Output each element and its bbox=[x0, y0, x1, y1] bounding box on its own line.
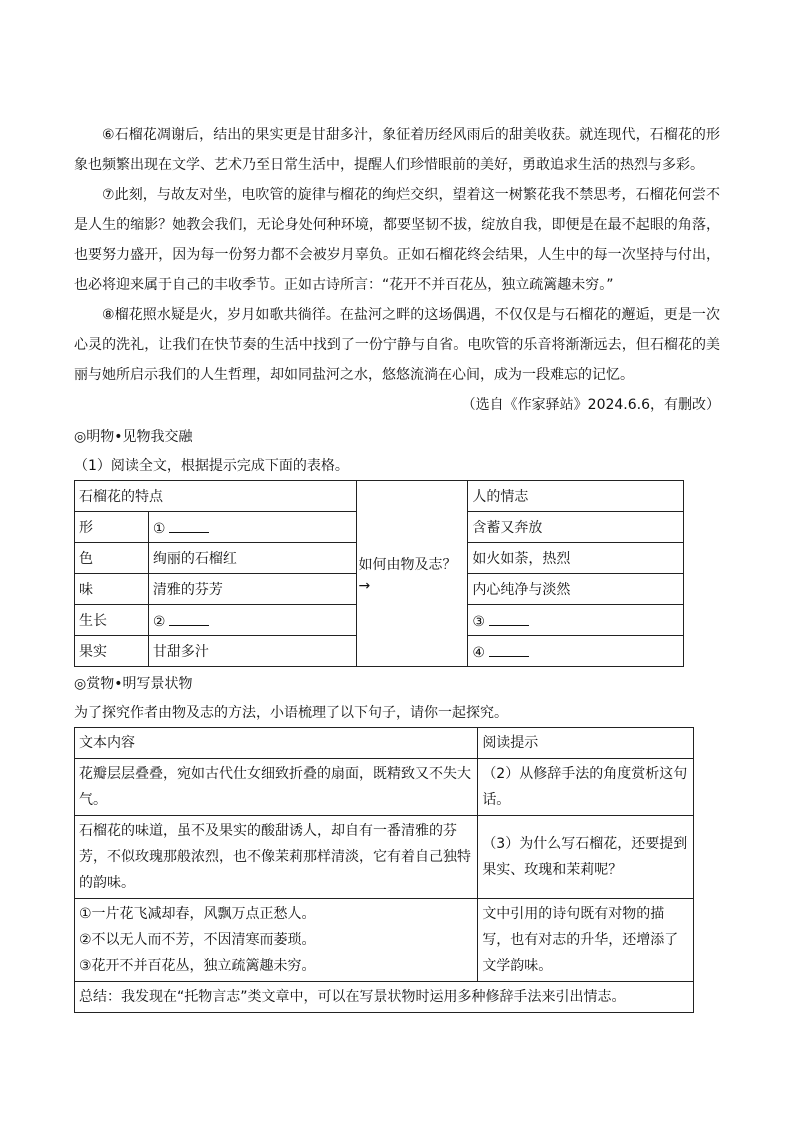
answer-blank[interactable] bbox=[169, 611, 209, 626]
section-heading-1: ◎明物•见物我交融 bbox=[74, 429, 193, 445]
feeling-cell: 内心纯净与淡然 bbox=[468, 574, 684, 605]
quote-line: ①一片花飞减却春，风飘万点正愁人。 bbox=[79, 906, 316, 922]
analysis-table bbox=[74, 727, 694, 1013]
trait-desc bbox=[148, 605, 356, 636]
relation-label: 如何由物及志？ bbox=[358, 556, 457, 573]
feelings-header: 人的情志 bbox=[468, 481, 684, 512]
feeling-cell bbox=[468, 636, 684, 667]
feeling-text: ④ bbox=[472, 644, 485, 661]
trait-name: 果实 bbox=[75, 636, 149, 667]
paragraph-7: ⑦此刻，与故友对坐，电吹管的旋律与榴花的绚烂交织，望着这一树繁花我不禁思考，石榴花何尝不是人生的缩影？她教会我们，无论身处何种环境，都要坚韧不拔，绽放自我，即便是在最不起眼的角落，也要努力盛开，因为每一份努力都不会被岁月辜负。正如石榴花终会结果，人生中的每一次坚持与付出，也必将迎来属于自己的丰收季节。正如古诗所言：“花开不并百花丛，独立疏篱趣未穷。” bbox=[74, 187, 720, 293]
page bbox=[74, 120, 720, 1013]
answer-blank[interactable] bbox=[489, 642, 529, 657]
arrow-icon: → bbox=[358, 577, 371, 594]
content-cell: 石榴花的味道，虽不及果实的酸甜诱人，却自有一番清雅的芬芳，不似玫瑰那般浓烈，也不像茉莉那样清淡，它有着自己独特的韵味。 bbox=[75, 816, 478, 899]
summary-cell: 总结：我发现在“托物言志”类文章中，可以在写景状物时运用多种修辞手法来引出情志。 bbox=[75, 982, 694, 1013]
hint-cell: （3）为什么写石榴花，还要提到果实、玫瑰和茉莉呢？ bbox=[478, 816, 694, 899]
relation-cell bbox=[356, 481, 468, 667]
content-cell: 花瓣层层叠叠，宛如古代仕女细致折叠的扇面，既精致又不失大气。 bbox=[75, 759, 478, 816]
trait-desc: 甘甜多汁 bbox=[148, 636, 356, 667]
feeling-cell: 含蓄又奔放 bbox=[468, 512, 684, 543]
quote-line: ②不以无人而不芳，不因清寒而萎琐。 bbox=[79, 932, 316, 948]
feeling-text: ③ bbox=[472, 613, 485, 630]
trait-desc-text: ② bbox=[152, 613, 166, 630]
answer-blank[interactable] bbox=[169, 518, 209, 533]
paragraph-8: ⑧榴花照水疑是火，岁月如歌共徜徉。在盐河之畔的这场偶遇，不仅仅是与石榴花的邂逅，更是一次心灵的洗礼，让我们在快节奏的生活中找到了一份宁静与自省。电吹管的乐音将渐渐远去，但石榴花的美丽与她所启示我们的人生哲理，却如同盐河之水，悠悠流淌在心间，成为一段难忘的记忆。 bbox=[74, 307, 720, 383]
quote-line: ③花开不并百花丛，独立疏篱趣未穷。 bbox=[79, 958, 316, 974]
trait-name: 形 bbox=[75, 512, 149, 543]
source-note: （选自《作家驿站》2024.6.6，有删改） bbox=[461, 397, 720, 413]
trait-name: 色 bbox=[75, 543, 149, 574]
content-header: 文本内容 bbox=[75, 728, 478, 759]
hint-header: 阅读提示 bbox=[478, 728, 694, 759]
question-1-intro: （1）阅读全文，根据提示完成下面的表格。 bbox=[74, 458, 349, 474]
answer-blank[interactable] bbox=[489, 611, 529, 626]
traits-table bbox=[74, 480, 684, 667]
trait-name: 生长 bbox=[75, 605, 149, 636]
trait-desc: 绚丽的石榴红 bbox=[148, 543, 356, 574]
trait-desc-text: ① bbox=[152, 520, 166, 537]
section-2-intro: 为了探究作者由物及志的方法，小语梳理了以下句子，请你一起探究。 bbox=[74, 705, 508, 721]
trait-desc: 清雅的芬芳 bbox=[148, 574, 356, 605]
section-heading-2: ◎赏物•明写景状物 bbox=[74, 676, 193, 692]
hint-cell: 文中引用的诗句既有对物的描写，也有对志的升华，还增添了文学韵味。 bbox=[478, 899, 694, 982]
trait-desc bbox=[148, 512, 356, 543]
content-cell bbox=[75, 899, 478, 982]
trait-name: 味 bbox=[75, 574, 149, 605]
paragraph-6: ⑥石榴花凋谢后，结出的果实更是甘甜多汁，象征着历经风雨后的甜美收获。就连现代，石榴花的形象也频繁出现在文学、艺术乃至日常生活中，提醒人们珍惜眼前的美好，勇敢追求生活的热烈与多彩。 bbox=[74, 127, 720, 173]
feeling-cell: 如火如荼，热烈 bbox=[468, 543, 684, 574]
traits-header: 石榴花的特点 bbox=[75, 481, 357, 512]
feeling-cell bbox=[468, 605, 684, 636]
hint-cell: （2）从修辞手法的角度赏析这句话。 bbox=[478, 759, 694, 816]
